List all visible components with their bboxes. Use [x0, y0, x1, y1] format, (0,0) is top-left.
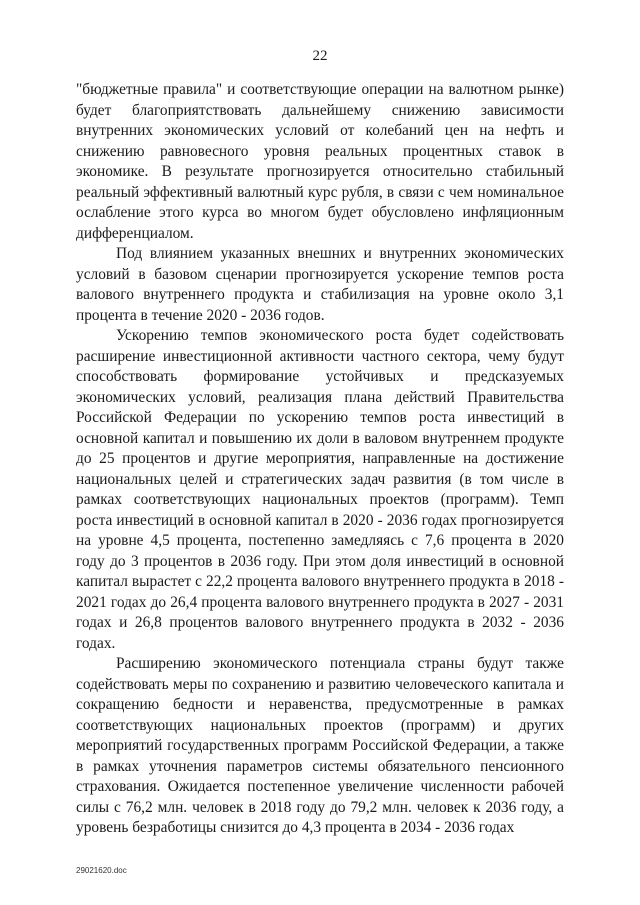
- paragraph-investment: Ускорению темпов экономического роста будет содействовать расширение инвестиционной активности частного сектора, чему будут способствовать формирование устойчивых и предсказуемых экономических условий, реализация плана действий Правительства Российской Федерации по ускорению темпов роста инвестиций в основной капитал и повышению их доли в валовом внутреннем продукте до 25 процентов и другие мероприятия, направленные на достижение национальных целей и стратегических задач развития (в том числе в рамках соответствующих национальных проектов (программ). Темп роста инвестиций в основной капитал в 2020 - 2036 годах прогнозируется на уровне 4,5 процента, постепенно замедляясь с 7,6 процента в 2020 году до 3 процентов в 2036 году. При этом доля инвестиций в основной капитал вырастет с 22,2 процента валового внутреннего продукта в 2018 - 2021 годах до 26,4 процента валового внутреннего продукта в 2027 - 2031 годах и 26,8 процентов валового внутреннего продукта в 2032 - 2036 годах.: [76, 327, 564, 652]
- footer-document-ref: 29021620.doc: [76, 866, 127, 875]
- page-number: 22: [312, 48, 328, 64]
- paragraph-continuation: "бюджетные правила" и соответствующие операции на валютном рынке) будет благоприятствовать дальнейшему снижению зависимости внутренних экономических условий от колебаний цен на нефть и снижению равновесного уровня реальных процентных ставок в экономике. В результате прогнозируется относительно стабильный реальный эффективный валютный курс рубля, в связи с чем номинальное ослабление этого курса во многом будет обусловлено инфляционным дифференциалом.: [76, 81, 564, 242]
- paragraph-human-capital: Расширению экономического потенциала страны будут также содействовать меры по сохранению и развитию человеческого капитала и сокращению бедности и неравенства, предусмотренные в рамках соответствующих национальных проектов (программ) и других мероприятий государственных программ Российской Федерации, а также в рамках уточнения параметров системы обязательного пенсионного страхования. Ожидается постепенное увеличение численности рабочей силы с 76,2 млн. человек в 2018 году до 79,2 млн. человек к 2036 году, а уровень безработицы снизится до 4,3 процента в 2034 - 2036 годах: [76, 655, 564, 836]
- document-body: [76, 80, 564, 839]
- paragraph-gdp-growth: Под влиянием указанных внешних и внутренних экономических условий в базовом сценарии прогнозируется ускорение темпов роста валового внутреннего продукта и стабилизация на уровне около 3,1 процента в течение 2020 - 2036 годов.: [76, 245, 564, 324]
